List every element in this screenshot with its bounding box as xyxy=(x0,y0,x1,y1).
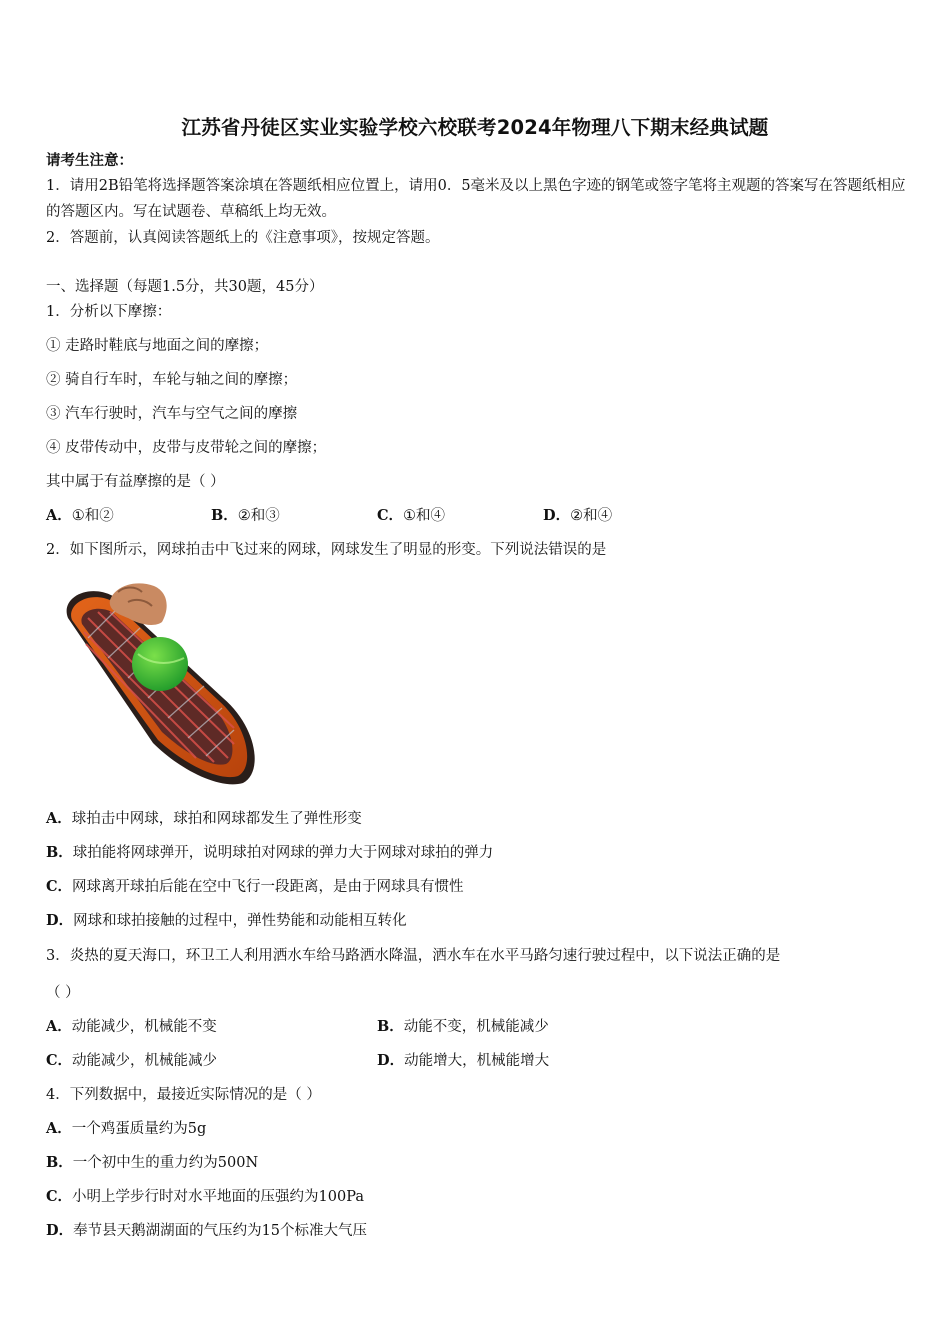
q2-option-a xyxy=(46,809,362,829)
option-text: 动能不变，机械能减少 xyxy=(403,1019,549,1035)
notice-heading: 请考生注意： xyxy=(46,152,133,169)
option-letter: D． xyxy=(543,507,571,524)
option-text: ①和② xyxy=(71,508,114,524)
q1-item-4: ④ 皮带传动中，皮带与皮带轮之间的摩擦； xyxy=(46,440,327,456)
option-text: 奉节县天鹅湖湖面的气压约为15个标准大气压 xyxy=(73,1223,368,1239)
q1-item-1: ① 走路时鞋底与地面之间的摩擦； xyxy=(46,338,269,354)
q3-option-b xyxy=(377,1017,549,1037)
notice-item-1: 1．请用2B铅笔将选择题答案涂填在答题纸相应位置上，请用0．5毫米及以上黑色字迹的钢笔或签字笔将主观题的答案写在答题纸相应的答题区内。写在试题卷、草稿纸上均无效。 xyxy=(46,178,906,220)
q1-item-2: ② 骑自行车时，车轮与轴之间的摩擦； xyxy=(46,372,298,388)
option-text: ②和④ xyxy=(570,508,613,524)
option-text: 动能减少，机械能不变 xyxy=(71,1019,217,1035)
option-text: 动能减少，机械能减少 xyxy=(72,1053,218,1069)
q1-stem: 1．分析以下摩擦： xyxy=(46,304,172,320)
q4-option-c xyxy=(46,1187,364,1207)
section-heading: 一、选择题（每题1.5分，共30题，45分） xyxy=(46,279,324,295)
tennis-racket-ball-illustration xyxy=(58,578,268,790)
option-text: 球拍能将网球弹开，说明球拍对网球的弹力大于网球对球拍的弹力 xyxy=(72,845,494,861)
option-letter: B． xyxy=(211,507,238,524)
option-text: 一个初中生的重力约为500N xyxy=(72,1155,259,1171)
option-text: ②和③ xyxy=(237,508,280,524)
notice-item-2: 2．答题前，认真阅读答题纸上的《注意事项》，按规定答题。 xyxy=(46,230,440,246)
option-letter: A． xyxy=(46,507,72,524)
option-text: 小明上学步行时对水平地面的压强约为100Pa xyxy=(72,1189,364,1205)
option-text: 动能增大，机械能增大 xyxy=(404,1053,550,1069)
option-letter: A． xyxy=(46,810,72,827)
q1-option-a xyxy=(46,506,114,526)
option-letter: C． xyxy=(46,1188,73,1205)
option-letter: A． xyxy=(46,1120,72,1137)
q4-stem: 4．下列数据中，最接近实际情况的是（ ） xyxy=(46,1087,321,1103)
q3-stem: 3．炎热的夏天海口，环卫工人利用洒水车给马路洒水降温，洒水车在水平马路匀速行驶过程中，以下说法正确的是 xyxy=(46,948,781,964)
option-letter: D． xyxy=(377,1052,405,1069)
q1-option-b xyxy=(211,506,280,526)
option-letter: A． xyxy=(46,1018,72,1035)
q2-option-c xyxy=(46,877,464,897)
option-text: 一个鸡蛋质量约为5g xyxy=(71,1121,207,1137)
q4-option-a xyxy=(46,1119,206,1139)
option-letter: B． xyxy=(377,1018,404,1035)
option-letter: C． xyxy=(46,878,73,895)
q1-item-3: ③ 汽车行驶时，汽车与空气之间的摩擦 xyxy=(46,406,298,422)
option-text: 网球离开球拍后能在空中飞行一段距离，是由于网球具有惯性 xyxy=(72,879,464,895)
q1-option-c xyxy=(377,506,445,526)
q2-stem: 2．如下图所示，网球拍击中飞过来的网球，网球发生了明显的形变。下列说法错误的是 xyxy=(46,542,607,558)
q2-option-d xyxy=(46,911,407,931)
exam-title: 江苏省丹徒区实业实验学校六校联考2024年物理八下期末经典试题 xyxy=(181,116,769,139)
q3-option-c xyxy=(46,1051,217,1071)
option-letter: C． xyxy=(46,1052,73,1069)
option-letter: B． xyxy=(46,844,73,861)
q4-option-d xyxy=(46,1221,367,1241)
option-text: ①和④ xyxy=(403,508,446,524)
option-text: 球拍击中网球，球拍和网球都发生了弹性形变 xyxy=(71,811,362,827)
q3-option-a xyxy=(46,1017,217,1037)
option-letter: C． xyxy=(377,507,404,524)
option-letter: D． xyxy=(46,1222,74,1239)
q2-option-b xyxy=(46,843,493,863)
option-letter: B． xyxy=(46,1154,73,1171)
q1-question: 其中属于有益摩擦的是（ ） xyxy=(46,474,225,490)
option-letter: D． xyxy=(46,912,74,929)
q1-option-d xyxy=(543,506,612,526)
option-text: 网球和球拍接触的过程中，弹性势能和动能相互转化 xyxy=(73,913,407,929)
q3-blank: （ ） xyxy=(46,985,80,1001)
q3-option-d xyxy=(377,1051,549,1071)
q4-option-b xyxy=(46,1153,258,1173)
